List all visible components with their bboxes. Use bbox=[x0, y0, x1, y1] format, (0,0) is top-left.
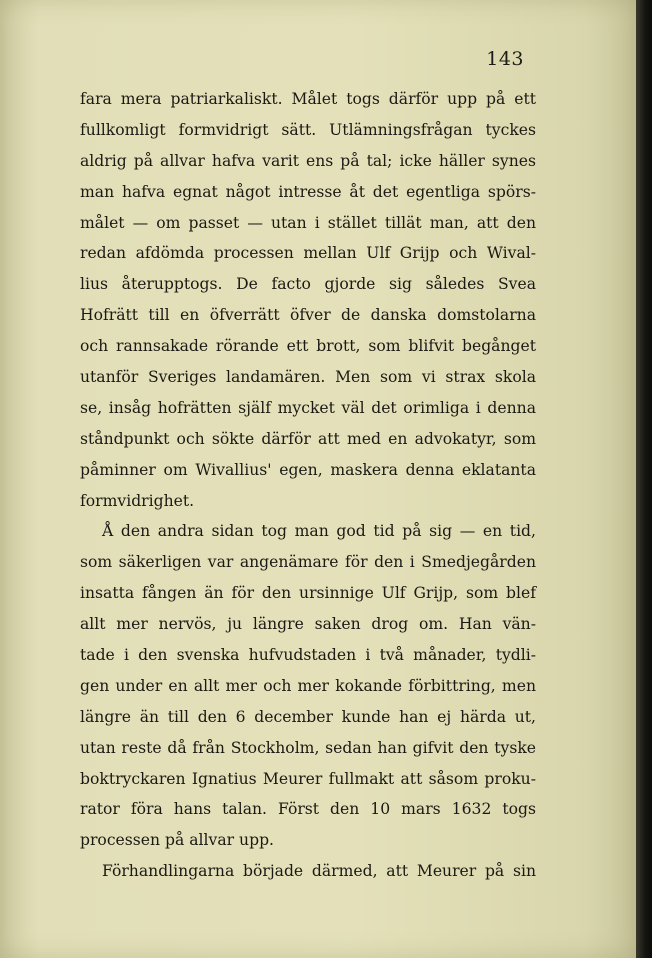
text-line: fara mera patriarkaliskt. Målet togs därför upp på ett bbox=[80, 90, 536, 108]
text-line: formvidrighet. bbox=[80, 491, 195, 510]
text-line: tade i den svenska hufvudstaden i två månader, tydli- bbox=[80, 646, 536, 665]
text-line: man hafva egnat något intresse åt det egentliga spörs- bbox=[80, 182, 536, 201]
text-line: utanför Sveriges landamären. Men som vi strax skola bbox=[80, 368, 536, 387]
text-line: fullkomligt formvidrigt sätt. Utlämningsfrågan tyckes bbox=[80, 120, 536, 139]
text-line: Å den andra sidan tog man god tid på sig — en tid, bbox=[102, 522, 536, 541]
page-number: 143 bbox=[486, 48, 524, 70]
body-text bbox=[80, 84, 536, 887]
text-line: gen under en allt mer och mer kokande förbittring, men bbox=[80, 676, 536, 695]
text-line: processen på allvar upp. bbox=[80, 831, 275, 850]
text-line: som säkerligen var angenämare för den i Smedjegården bbox=[80, 553, 536, 572]
text-line: redan afdömda processen mellan Ulf Grijp och Wival- bbox=[80, 244, 536, 263]
text-line: allt mer nervös, ju längre saken drog om. Han vän- bbox=[80, 615, 536, 634]
text-line: insatta fången än för den ursinnige Ulf Grijp, som blef bbox=[80, 584, 536, 603]
text-line: aldrig på allvar hafva varit ens på tal; icke häller synes bbox=[80, 151, 536, 170]
text-line: utan reste då från Stockholm, sedan han gifvit den tyske bbox=[80, 738, 536, 757]
text-line: ståndpunkt och sökte därför att med en advokatyr, som bbox=[80, 429, 536, 448]
text-line: lius återupptogs. De facto gjorde sig således Svea bbox=[80, 275, 536, 294]
text-line: Hofrätt till en öfverrätt öfver de danska domstolarna bbox=[80, 306, 536, 325]
text-line: påminner om Wivallius' egen, maskera denna eklatanta bbox=[80, 460, 536, 479]
text-line: längre än till den 6 december kunde han ej härda ut, bbox=[80, 707, 536, 726]
page-edge-shadow bbox=[636, 0, 652, 958]
text-line: målet — om passet — utan i stället tillät man, att den bbox=[80, 213, 536, 232]
text-line: och rannsakade rörande ett brott, som blifvit begånget bbox=[80, 337, 536, 356]
text-line: se, insåg hofrätten själf mycket väl det orimliga i denna bbox=[80, 398, 536, 417]
text-line: rator föra hans talan. Först den 10 mars 1632 togs bbox=[80, 800, 536, 819]
text-line: Förhandlingarna började därmed, att Meurer på sin bbox=[102, 862, 536, 881]
text-line: boktryckaren Ignatius Meurer fullmakt att såsom proku- bbox=[80, 769, 536, 788]
